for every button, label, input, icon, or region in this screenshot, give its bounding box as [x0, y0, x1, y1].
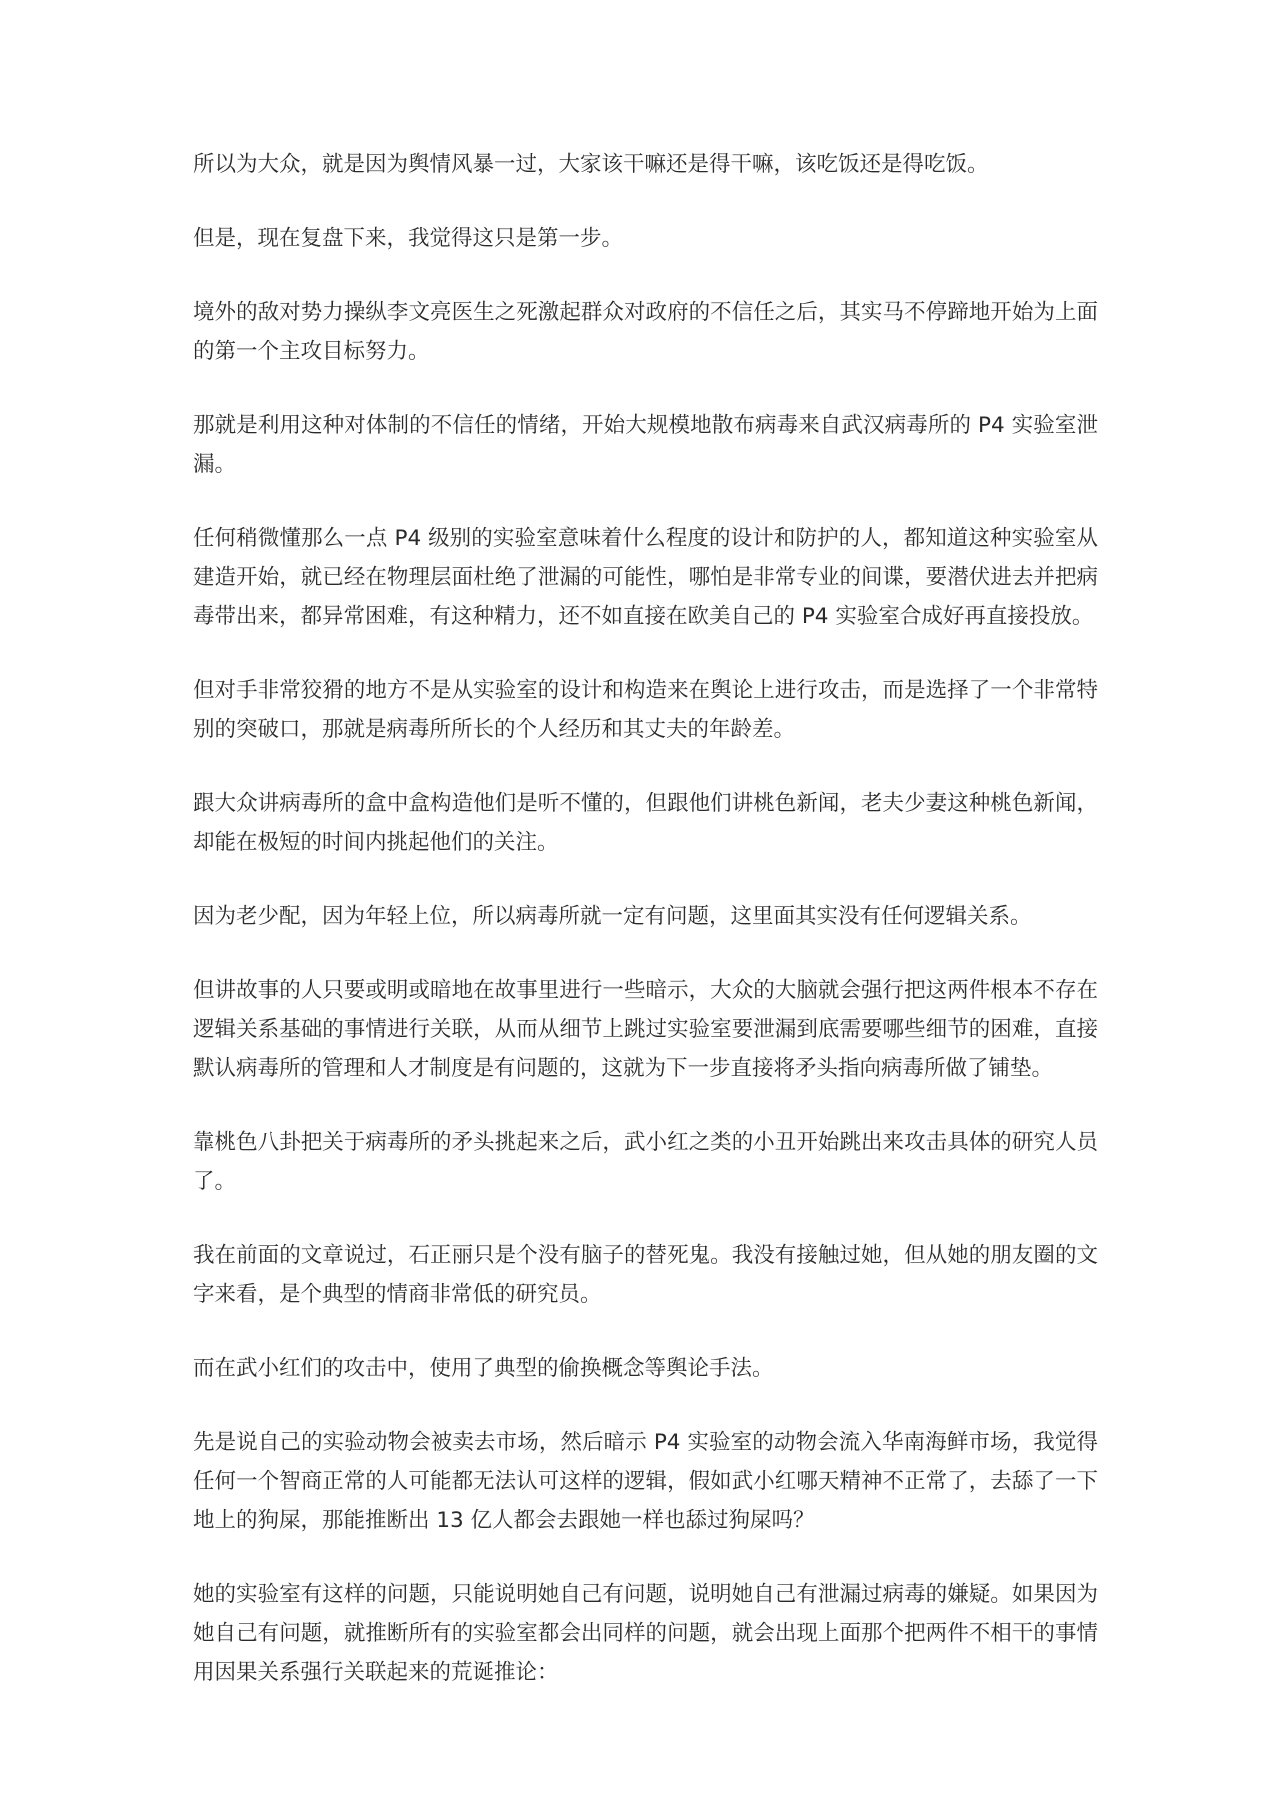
- paragraph: 所以为大众，就是因为舆情风暴一过，大家该干嘛还是得干嘛，该吃饭还是得吃饭。: [193, 152, 989, 177]
- paragraph: 靠桃色八卦把关于病毒所的矛头挑起来之后，武小红之类的小丑开始跳出来攻击具体的研究人员了。: [193, 1130, 1098, 1194]
- paragraph: 因为老少配，因为年轻上位，所以病毒所就一定有问题，这里面其实没有任何逻辑关系。: [193, 904, 1032, 929]
- paragraph: 我在前面的文章说过，石正丽只是个没有脑子的替死鬼。我没有接触过她，但从她的朋友圈的文字来看，是个典型的情商非常低的研究员。: [193, 1243, 1098, 1307]
- paragraph: 而在武小红们的攻击中，使用了典型的偷换概念等舆论手法。: [193, 1356, 774, 1381]
- paragraph: 但讲故事的人只要或明或暗地在故事里进行一些暗示，大众的大脑就会强行把这两件根本不存在逻辑关系基础的事情进行关联，从而从细节上跳过实验室要泄漏到底需要哪些细节的困难，直接默认病毒所的管理和人才制度是有问题的，这就为下一步直接将矛头指向病毒所做了铺垫。: [193, 978, 1098, 1081]
- paragraph: 任何稍微懂那么一点 P4 级别的实验室意味着什么程度的设计和防护的人，都知道这种实验室从建造开始，就已经在物理层面杜绝了泄漏的可能性，哪怕是非常专业的间谍，要潜伏进去并把病毒带出来，都异常困难，有这种精力，还不如直接在欧美自己的 P4 实验室合成好再直接投放。: [193, 526, 1098, 629]
- paragraph: 她的实验室有这样的问题，只能说明她自己有问题，说明她自己有泄漏过病毒的嫌疑。如果因为她自己有问题，就推断所有的实验室都会出同样的问题，就会出现上面那个把两件不相干的事情用因果关系强行关联起来的荒诞推论：: [193, 1582, 1098, 1685]
- paragraph: 但是，现在复盘下来，我觉得这只是第一步。: [193, 226, 624, 251]
- paragraph: 但对手非常狡猾的地方不是从实验室的设计和构造来在舆论上进行攻击，而是选择了一个非常特别的突破口，那就是病毒所所长的个人经历和其丈夫的年龄差。: [193, 678, 1098, 742]
- paragraph: 境外的敌对势力操纵李文亮医生之死激起群众对政府的不信任之后，其实马不停蹄地开始为上面的第一个主攻目标努力。: [193, 300, 1098, 364]
- paragraph: 跟大众讲病毒所的盒中盒构造他们是听不懂的，但跟他们讲桃色新闻，老夫少妻这种桃色新闻，却能在极短的时间内挑起他们的关注。: [193, 791, 1098, 855]
- paragraph: 先是说自己的实验动物会被卖去市场，然后暗示 P4 实验室的动物会流入华南海鲜市场，我觉得任何一个智商正常的人可能都无法认可这样的逻辑，假如武小红哪天精神不正常了，去舔了一下地上的狗屎，那能推断出 13 亿人都会去跟她一样也舔过狗屎吗？: [193, 1430, 1098, 1533]
- document-body: [193, 145, 1098, 1692]
- paragraph: 那就是利用这种对体制的不信任的情绪，开始大规模地散布病毒来自武汉病毒所的 P4 实验室泄漏。: [193, 413, 1098, 477]
